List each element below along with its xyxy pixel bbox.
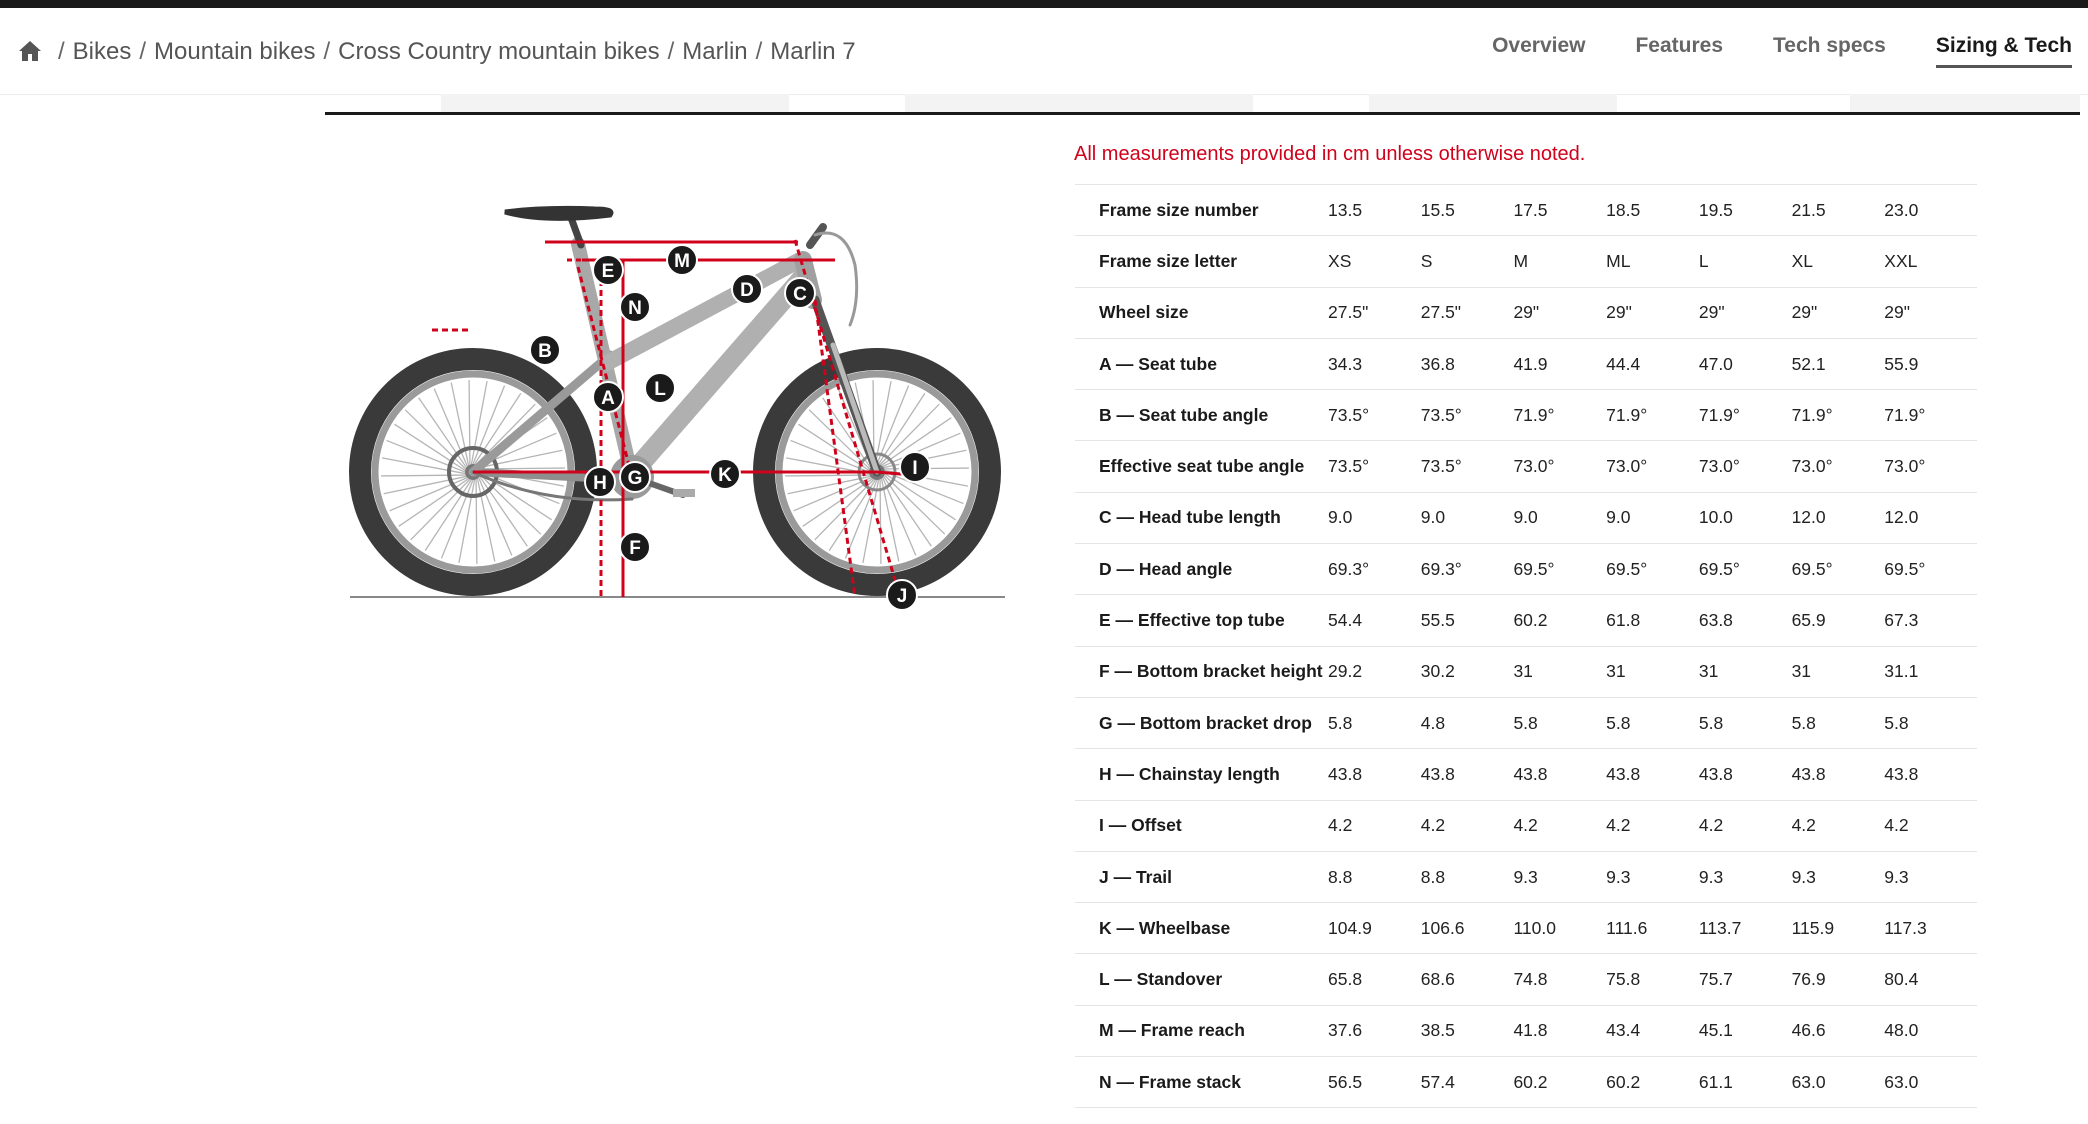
table-cell: 61.1: [1699, 1057, 1792, 1108]
table-cell: 29": [1884, 287, 1977, 338]
marker-i: [900, 452, 930, 482]
breadcrumb-separator: /: [323, 38, 331, 65]
table-row: [1075, 954, 1977, 1005]
table-cell: 18.5: [1606, 185, 1699, 236]
table-cell: S: [1421, 236, 1514, 287]
breadcrumb-item[interactable]: Marlin 7: [770, 38, 856, 65]
wheel-spoke: [785, 475, 870, 476]
table-cell: 43.8: [1884, 749, 1977, 800]
table-cell: XL: [1792, 236, 1885, 287]
breadcrumb-separator: /: [667, 38, 675, 65]
table-cell: 75.8: [1606, 954, 1699, 1005]
table-cell: 69.5°: [1606, 544, 1699, 595]
breadcrumb-item[interactable]: Bikes: [72, 38, 132, 65]
table-cell: 69.5°: [1513, 544, 1606, 595]
size-strip-segment: [1137, 94, 1253, 112]
table-cell: 73.0°: [1884, 441, 1977, 492]
table-cell: 29": [1792, 287, 1885, 338]
table-cell: 43.8: [1699, 749, 1792, 800]
row-label: N — Frame stack: [1075, 1057, 1328, 1108]
table-cell: 43.8: [1513, 749, 1606, 800]
table-cell: 34.3: [1328, 338, 1421, 389]
table-cell: 9.3: [1699, 851, 1792, 902]
table-cell: 71.9°: [1699, 390, 1792, 441]
breadcrumb-item[interactable]: Mountain bikes: [154, 38, 316, 65]
size-strip-segment: [1385, 94, 1617, 112]
marker-f: [620, 532, 650, 562]
table-cell: 71.9°: [1606, 390, 1699, 441]
table-cell: 60.2: [1606, 1057, 1699, 1108]
table-cell: 27.5": [1421, 287, 1514, 338]
table-cell: XXL: [1884, 236, 1977, 287]
row-label: D — Head angle: [1075, 544, 1328, 595]
table-cell: 74.8: [1513, 954, 1606, 1005]
table-cell: XS: [1328, 236, 1421, 287]
table-cell: 4.2: [1328, 800, 1421, 851]
marker-m: [667, 245, 697, 275]
tab-features[interactable]: Features: [1635, 34, 1724, 57]
size-strip-segment: [455, 94, 687, 112]
table-row: [1075, 903, 1977, 954]
table-cell: 71.9°: [1513, 390, 1606, 441]
table-cell: 4.8: [1421, 697, 1514, 748]
table-cell: 117.3: [1884, 903, 1977, 954]
marker-label: I: [912, 458, 918, 479]
row-label: Frame size number: [1075, 185, 1328, 236]
table-cell: 73.5°: [1328, 390, 1421, 441]
table-cell: 43.8: [1792, 749, 1885, 800]
table-cell: 60.2: [1513, 1057, 1606, 1108]
table-cell: 43.4: [1606, 1005, 1699, 1056]
table-cell: 80.4: [1884, 954, 1977, 1005]
breadcrumb-item[interactable]: Marlin: [682, 38, 748, 65]
table-cell: 21.5: [1792, 185, 1885, 236]
table-cell: 38.5: [1421, 1005, 1514, 1056]
table-cell: 10.0: [1699, 492, 1792, 543]
table-cell: 71.9°: [1792, 390, 1885, 441]
table-cell: 65.9: [1792, 595, 1885, 646]
table-cell: 19.5: [1699, 185, 1792, 236]
row-label: Wheel size: [1075, 287, 1328, 338]
row-label: C — Head tube length: [1075, 492, 1328, 543]
table-row: [1075, 390, 1977, 441]
table-cell: 4.2: [1884, 800, 1977, 851]
table-cell: ML: [1606, 236, 1699, 287]
table-cell: 65.8: [1328, 954, 1421, 1005]
table-cell: 111.6: [1606, 903, 1699, 954]
size-strip-segment: [673, 94, 789, 112]
table-cell: 43.8: [1421, 749, 1514, 800]
tab-sizing-tech[interactable]: Sizing & Tech: [1936, 34, 2072, 84]
table-cell: 63.0: [1884, 1057, 1977, 1108]
marker-b: [530, 335, 560, 365]
marker-label: G: [627, 468, 643, 489]
marker-label: M: [674, 251, 690, 272]
table-cell: 4.2: [1513, 800, 1606, 851]
table-row: [1075, 851, 1977, 902]
row-label: J — Trail: [1075, 851, 1328, 902]
table-cell: 27.5": [1328, 287, 1421, 338]
table-cell: 9.3: [1884, 851, 1977, 902]
table-cell: 29": [1606, 287, 1699, 338]
marker-label: F: [629, 538, 641, 559]
marker-label: J: [896, 586, 908, 607]
marker-h: [585, 467, 615, 497]
table-cell: 47.0: [1699, 338, 1792, 389]
marker-label: N: [628, 298, 642, 319]
row-label: A — Seat tube: [1075, 338, 1328, 389]
table-cell: 29": [1513, 287, 1606, 338]
table-row: [1075, 749, 1977, 800]
row-label: I — Offset: [1075, 800, 1328, 851]
table-row: [1075, 646, 1977, 697]
table-cell: 48.0: [1884, 1005, 1977, 1056]
table-cell: 31: [1699, 646, 1792, 697]
table-cell: 4.2: [1699, 800, 1792, 851]
table-cell: 17.5: [1513, 185, 1606, 236]
row-label: B — Seat tube angle: [1075, 390, 1328, 441]
breadcrumb: [18, 38, 856, 66]
table-cell: 5.8: [1792, 697, 1885, 748]
table-cell: 23.0: [1884, 185, 1977, 236]
row-label: Effective seat tube angle: [1075, 441, 1328, 492]
table-cell: 63.8: [1699, 595, 1792, 646]
marker-label: K: [718, 465, 732, 486]
row-label: E — Effective top tube: [1075, 595, 1328, 646]
table-cell: 54.4: [1328, 595, 1421, 646]
table-cell: 9.3: [1513, 851, 1606, 902]
table-cell: 5.8: [1513, 697, 1606, 748]
table-cell: 55.5: [1421, 595, 1514, 646]
table-cell: 63.0: [1792, 1057, 1885, 1108]
divider-rule: [325, 112, 2080, 115]
table-row: [1075, 492, 1977, 543]
table-cell: 12.0: [1884, 492, 1977, 543]
marker-label: D: [740, 280, 754, 301]
table-cell: 68.6: [1421, 954, 1514, 1005]
table-cell: 69.5°: [1699, 544, 1792, 595]
table-cell: 15.5: [1421, 185, 1514, 236]
table-cell: 13.5: [1328, 185, 1421, 236]
table-cell: 45.1: [1699, 1005, 1792, 1056]
table-row: [1075, 287, 1977, 338]
table-cell: 9.3: [1606, 851, 1699, 902]
wheel-spoke: [469, 380, 470, 465]
table-cell: 9.0: [1513, 492, 1606, 543]
table-cell: 8.8: [1328, 851, 1421, 902]
table-cell: 61.8: [1606, 595, 1699, 646]
size-strip-segment: [1850, 94, 2080, 112]
table-cell: 106.6: [1421, 903, 1514, 954]
table-cell: 5.8: [1884, 697, 1977, 748]
row-label: M — Frame reach: [1075, 1005, 1328, 1056]
top-black-bar: [0, 0, 2088, 8]
sub-navigation-bar: [0, 8, 2088, 95]
table-row: [1075, 697, 1977, 748]
breadcrumb-separator: /: [139, 38, 147, 65]
row-label: Frame size letter: [1075, 236, 1328, 287]
wheel-spoke: [381, 475, 466, 476]
table-cell: 110.0: [1513, 903, 1606, 954]
row-label: L — Standover: [1075, 954, 1328, 1005]
table-cell: 69.3°: [1328, 544, 1421, 595]
table-cell: 55.9: [1884, 338, 1977, 389]
marker-label: B: [538, 341, 552, 362]
row-label: H — Chainstay length: [1075, 749, 1328, 800]
table-cell: 41.9: [1513, 338, 1606, 389]
table-cell: 41.8: [1513, 1005, 1606, 1056]
table-cell: 9.0: [1606, 492, 1699, 543]
table-cell: 73.5°: [1328, 441, 1421, 492]
table-cell: 73.5°: [1421, 390, 1514, 441]
table-row: [1075, 1057, 1977, 1108]
breadcrumb-separator: /: [58, 38, 65, 65]
table-cell: 9.0: [1421, 492, 1514, 543]
marker-label: L: [654, 379, 666, 400]
table-row: [1075, 544, 1977, 595]
table-cell: 43.8: [1606, 749, 1699, 800]
table-cell: 73.0°: [1792, 441, 1885, 492]
marker-label: A: [601, 388, 615, 409]
row-label: F — Bottom bracket height: [1075, 646, 1328, 697]
table-cell: M: [1513, 236, 1606, 287]
table-row: [1075, 595, 1977, 646]
breadcrumb-separator: /: [755, 38, 763, 65]
table-cell: 73.0°: [1513, 441, 1606, 492]
table-cell: 44.4: [1606, 338, 1699, 389]
marker-l: [645, 373, 675, 403]
table-row: [1075, 441, 1977, 492]
table-cell: 67.3: [1884, 595, 1977, 646]
table-cell: 4.2: [1792, 800, 1885, 851]
table-cell: 31: [1606, 646, 1699, 697]
size-strip-segment: [920, 94, 1152, 112]
table-cell: 36.8: [1421, 338, 1514, 389]
table-cell: 69.5°: [1792, 544, 1885, 595]
table-cell: 37.6: [1328, 1005, 1421, 1056]
tab-tech-specs[interactable]: Tech specs: [1773, 34, 1886, 57]
page-tabs: [1442, 34, 2072, 84]
table-cell: 71.9°: [1884, 390, 1977, 441]
table-cell: 8.8: [1421, 851, 1514, 902]
wheel-spoke: [476, 479, 477, 564]
table-row: [1075, 236, 1977, 287]
table-cell: 5.8: [1699, 697, 1792, 748]
tab-overview[interactable]: Overview: [1492, 34, 1586, 57]
table-cell: 104.9: [1328, 903, 1421, 954]
marker-d: [732, 274, 762, 304]
wheel-spoke: [880, 479, 881, 564]
table-cell: 31: [1513, 646, 1606, 697]
table-cell: 43.8: [1328, 749, 1421, 800]
table-cell: 115.9: [1792, 903, 1885, 954]
table-cell: 69.3°: [1421, 544, 1514, 595]
table-cell: 5.8: [1328, 697, 1421, 748]
marker-c: [785, 278, 815, 308]
table-cell: L: [1699, 236, 1792, 287]
table-cell: 76.9: [1792, 954, 1885, 1005]
table-cell: 73.5°: [1421, 441, 1514, 492]
table-row: [1075, 1005, 1977, 1056]
table-cell: 30.2: [1421, 646, 1514, 697]
table-cell: 56.5: [1328, 1057, 1421, 1108]
table-cell: 9.3: [1792, 851, 1885, 902]
marker-n: [620, 292, 650, 322]
marker-g: [620, 462, 650, 492]
marker-j: [887, 580, 917, 610]
geometry-table: [1075, 184, 1977, 1108]
table-row: [1075, 185, 1977, 236]
table-cell: 31.1: [1884, 646, 1977, 697]
table-cell: 73.0°: [1699, 441, 1792, 492]
home-icon[interactable]: [18, 40, 44, 64]
bike-geometry-diagram: [345, 205, 1010, 635]
row-label: G — Bottom bracket drop: [1075, 697, 1328, 748]
table-cell: 69.5°: [1884, 544, 1977, 595]
table-cell: 46.6: [1792, 1005, 1885, 1056]
size-selector-strip: [325, 94, 2080, 112]
table-cell: 73.0°: [1606, 441, 1699, 492]
marker-label: H: [593, 473, 607, 494]
table-cell: 4.2: [1421, 800, 1514, 851]
table-row: [1075, 800, 1977, 851]
table-row: [1075, 338, 1977, 389]
marker-label: C: [793, 284, 807, 305]
table-cell: 52.1: [1792, 338, 1885, 389]
table-cell: 75.7: [1699, 954, 1792, 1005]
marker-label: E: [601, 261, 615, 282]
table-cell: 31: [1792, 646, 1885, 697]
table-cell: 57.4: [1421, 1057, 1514, 1108]
wheel-spoke: [480, 468, 565, 469]
table-cell: 5.8: [1606, 697, 1699, 748]
table-cell: 60.2: [1513, 595, 1606, 646]
marker-a: [593, 382, 623, 412]
table-cell: 29": [1699, 287, 1792, 338]
measurement-note: All measurements provided in cm unless otherwise noted.: [1074, 143, 1586, 165]
row-label: K — Wheelbase: [1075, 903, 1328, 954]
marker-k: [710, 459, 740, 489]
table-cell: 113.7: [1699, 903, 1792, 954]
table-cell: 12.0: [1792, 492, 1885, 543]
table-cell: 29.2: [1328, 646, 1421, 697]
table-cell: 9.0: [1328, 492, 1421, 543]
marker-e: [593, 255, 623, 285]
breadcrumb-item[interactable]: Cross Country mountain bikes: [338, 38, 660, 65]
table-cell: 4.2: [1606, 800, 1699, 851]
